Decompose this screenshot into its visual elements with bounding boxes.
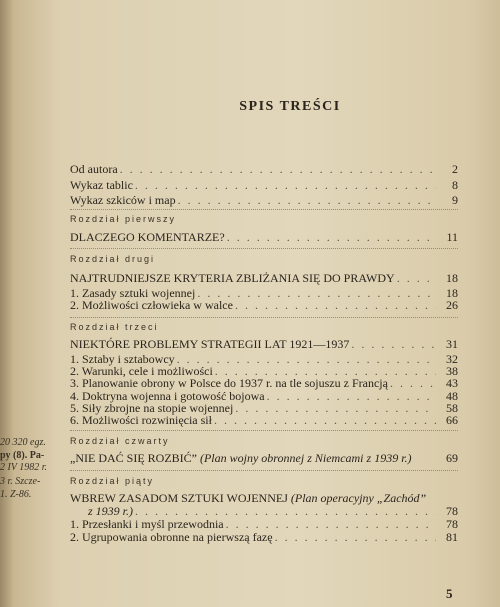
- page-title: SPIS TREŚCI: [239, 99, 341, 114]
- facing-page-text: 2 IV 1982 r.: [0, 462, 48, 473]
- toc-entry-text: 1. Przesłanki i myśl przewodnia: [70, 517, 224, 531]
- chapter-title-4: [70, 451, 458, 466]
- chapter-subtitle: (Plan operacyjny „Zachód”: [290, 491, 427, 505]
- toc-entry-front-3: [70, 193, 458, 207]
- toc-entry-page: 69: [446, 451, 458, 465]
- toc-leader: [133, 178, 436, 192]
- chapter-title-3: [70, 337, 458, 351]
- toc-entry-text: 2. Możliwości człowieka w walce: [70, 298, 233, 312]
- toc-leader: [388, 376, 436, 390]
- toc-entry-text: 5. Siły zbrojne na stopie wojennej: [70, 401, 234, 415]
- section-divider: [70, 209, 458, 210]
- chapter-title-text: „NIE DAĆ SIĘ ROZBIĆ”: [70, 451, 197, 465]
- section-divider: [70, 317, 458, 318]
- toc-entry-text: 4. Doktryna wojenna i gotowość bojowa: [70, 389, 265, 403]
- toc-entry-page: 81: [446, 530, 458, 544]
- toc-entry-page: 48: [446, 389, 458, 403]
- toc-entry-page: 31: [446, 337, 458, 351]
- section-divider: [70, 248, 458, 249]
- toc-entry-page: 9: [452, 193, 458, 207]
- facing-page-text: py (8). Pa-: [0, 450, 45, 461]
- toc-leader: [176, 193, 436, 207]
- chapter-label: Rozdział pierwszy: [70, 214, 177, 224]
- facing-page-text: 3 r. Szcze-: [0, 476, 41, 487]
- toc-entry-page: 43: [446, 376, 458, 390]
- toc-entry: [70, 517, 458, 531]
- toc-entry-front-2: [70, 178, 458, 192]
- toc-entry-page: 2: [452, 162, 458, 176]
- toc-leader: [233, 298, 436, 312]
- toc-entry-text: 2. Ugrupowania obronne na pierwszą fazę: [70, 530, 273, 544]
- toc-entry-page: 78: [446, 504, 458, 518]
- toc-entry: [70, 530, 458, 544]
- chapter-title-1: [70, 230, 458, 244]
- toc-entry-text: Wykaz szkiców i map: [70, 193, 176, 207]
- section-divider: [70, 470, 458, 471]
- toc-leader: [395, 271, 436, 285]
- facing-page-text: 1. Z-86.: [0, 489, 32, 500]
- toc-entry-page: 32: [446, 352, 458, 366]
- toc-leader: [273, 530, 436, 544]
- toc-entry-front-1: [70, 162, 458, 176]
- toc-entry-text: 6. Możliwości rozwinięcia sił: [70, 413, 212, 427]
- toc-entry: [70, 298, 458, 312]
- toc-entry-page: 38: [446, 364, 458, 378]
- toc-entry-text: Od autora: [70, 162, 118, 176]
- toc-leader: [133, 504, 436, 518]
- chapter-title-text: WBREW ZASADOM SZTUKI WOJENNEJ: [70, 491, 288, 505]
- toc-entry-text: Wykaz tablic: [70, 178, 133, 192]
- chapter-title-5-continued: [70, 504, 458, 518]
- toc-entry-page: 18: [446, 286, 458, 300]
- chapter-label: Rozdział trzeci: [70, 322, 159, 332]
- facing-page-text: 20 320 egz.: [0, 437, 46, 448]
- chapter-label: Rozdział czwarty: [70, 436, 170, 446]
- chapter-label: Rozdział piąty: [70, 476, 155, 486]
- chapter-title-text: NIEKTÓRE PROBLEMY STRATEGII LAT 1921—1937: [70, 337, 350, 351]
- toc-entry-page: 58: [446, 401, 458, 415]
- chapter-title-text: DLACZEGO KOMENTARZE?: [70, 230, 225, 244]
- toc-leader: [225, 230, 436, 244]
- toc-leader: [118, 162, 436, 176]
- toc-entry-page: 18: [446, 271, 458, 285]
- section-divider: [70, 430, 458, 431]
- toc-entry-page: 66: [446, 413, 458, 427]
- toc-leader: [224, 517, 436, 531]
- page-number: 5: [446, 586, 453, 601]
- toc-leader: [212, 413, 436, 427]
- chapter-label: Rozdział drugi: [70, 254, 156, 264]
- toc-entry-text: 3. Planowanie obrony w Polsce do 1937 r. na tle sojuszu z Francją: [70, 376, 388, 390]
- toc-entry-page: 8: [452, 178, 458, 192]
- chapter-title-text: NAJTRUDNIEJSZE KRYTERIA ZBLIŻANIA SIĘ DO PRAWDY: [70, 271, 395, 285]
- chapter-subtitle-continued: z 1939 r.): [88, 504, 134, 518]
- toc-entry: [70, 376, 458, 390]
- toc-leader: [349, 337, 436, 351]
- chapter-subtitle: (Plan wojny obronnej z Niemcami z 1939 r.): [199, 451, 412, 465]
- chapter-title-2: [70, 271, 458, 285]
- toc-entry-page: 11: [446, 230, 458, 244]
- toc-entry-text: 2. Warunki, cele i możliwości: [70, 364, 213, 378]
- toc-entry-page: 26: [446, 298, 458, 312]
- toc-entry-text: 1. Zasady sztuki wojennej: [70, 286, 196, 300]
- toc-entry-text: 1. Sztaby i sztabowcy: [70, 352, 175, 366]
- toc-entry-page: 78: [446, 517, 458, 531]
- toc-entry: [70, 413, 458, 427]
